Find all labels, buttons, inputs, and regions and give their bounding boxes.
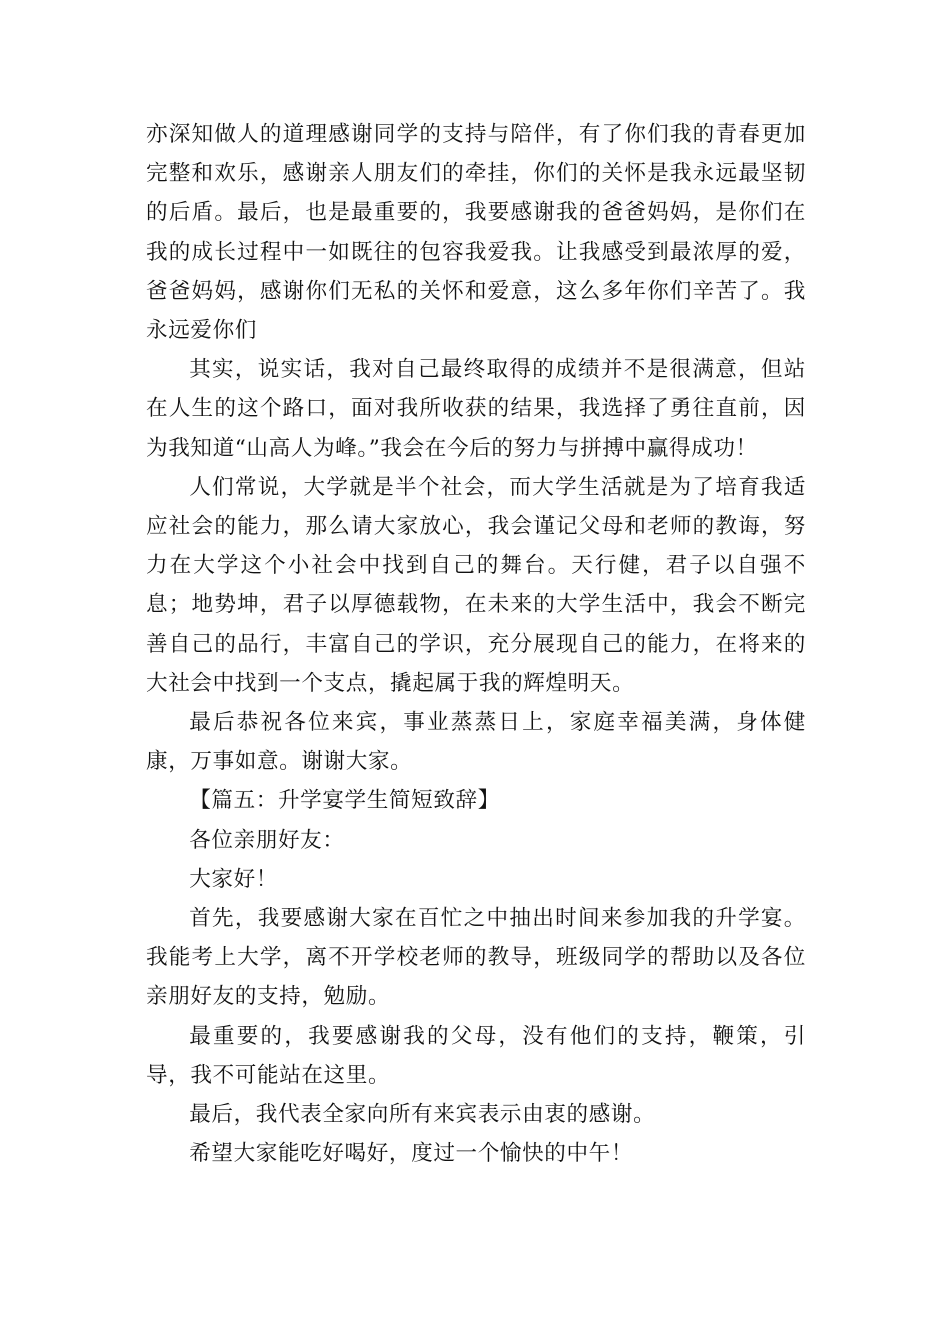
paragraph-university: 人们常说，大学就是半个社会，而大学生活就是为了培育我适应社会的能力，那么请大家放心，我会谨记父母和老师的教诲，努力在大学这个小社会中找到自己的舞台。天行健，君子以自强不息；地势坤，君子以厚德载物，在未来的大学生活中，我会不断完善自己的品行，丰富自己的学识，充分展现自己的能力，在将来的大社会中找到一个支点，撬起属于我的辉煌明天。 xyxy=(146,474,806,696)
paragraph-family-thanks: 最后，我代表全家向所有来宾表示由衷的感谢。 xyxy=(189,1102,656,1128)
salutation: 各位亲朋好友： xyxy=(189,827,345,853)
paragraph-thanks-guests: 首先，我要感谢大家在百忙之中抽出时间来参加我的升学宴。我能考上大学，离不开学校老师的教导，班级同学的帮助以及各位亲朋好友的支持，勉励。 xyxy=(146,906,806,1010)
paragraph-continuation: 亦深知做人的道理感谢同学的支持与陪伴，有了你们我的青春更加完整和欢乐，感谢亲人朋友们的牵挂，你们的关怀是我永远最坚韧的后盾。最后，也是最重要的，我要感谢我的爸爸妈妈，是你们在我的成长过程中一如既往的包容我爱我。让我感受到最浓厚的爱，爸爸妈妈，感谢你们无私的关怀和爱意，这么多年你们辛苦了。我永远爱你们 xyxy=(146,122,806,344)
paragraph-results: 其实，说实话，我对自己最终取得的成绩并不是很满意，但站在人生的这个路口，面对我所收获的结果，我选择了勇往直前，因为我知道“山高人为峰。”我会在今后的努力与拼搏中赢得成功！ xyxy=(146,357,806,461)
section-heading: 【篇五：升学宴学生简短致辞】 xyxy=(189,788,500,814)
document-body xyxy=(146,115,806,1173)
paragraph-thanks-parents: 最重要的，我要感谢我的父母，没有他们的支持，鞭策，引导，我不可能站在这里。 xyxy=(146,1023,806,1088)
paragraph-final-wish: 希望大家能吃好喝好，度过一个愉快的中午！ xyxy=(189,1141,634,1167)
greeting: 大家好！ xyxy=(189,866,278,892)
paragraph-closing-wishes: 最后恭祝各位来宾，事业蒸蒸日上，家庭幸福美满，身体健康，万事如意。谢谢大家。 xyxy=(146,710,806,775)
